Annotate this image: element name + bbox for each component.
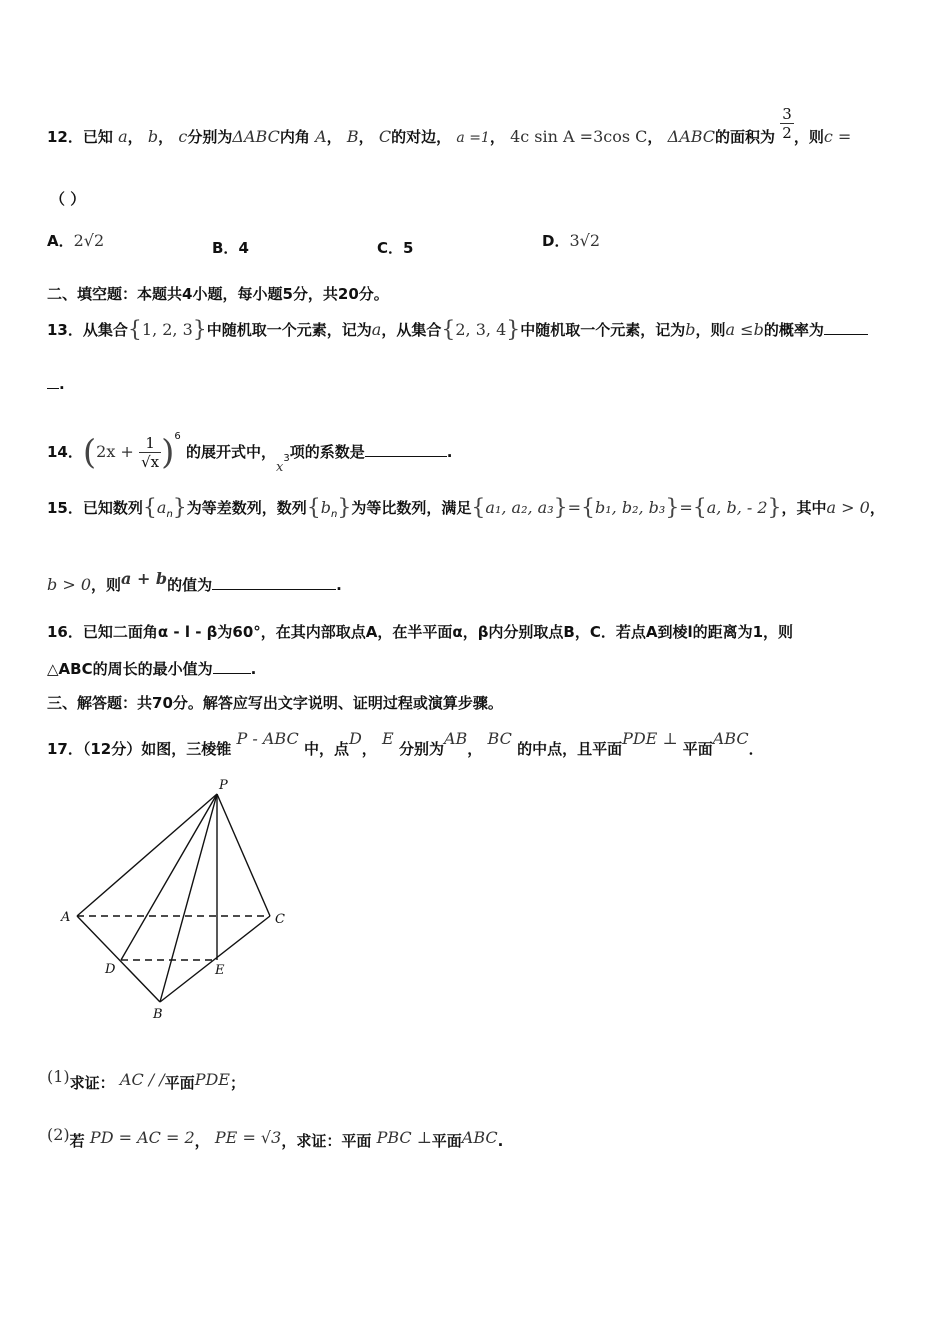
- semicolon: ；: [229, 1074, 245, 1092]
- frac-den: 2: [782, 124, 792, 142]
- seq-a: a: [156, 498, 167, 517]
- option-value: 3√2: [569, 231, 601, 250]
- expr-pe: PE = √3: [214, 1128, 282, 1147]
- brace-close: }: [172, 495, 187, 521]
- q12-line: [47, 105, 852, 149]
- label-p: P: [219, 778, 228, 793]
- option-value: 4: [238, 239, 249, 257]
- answer-blank[interactable]: [212, 573, 336, 590]
- comma: ，: [647, 128, 663, 146]
- q12-text: 的对边，: [391, 128, 452, 146]
- q13-number: 13．: [47, 321, 83, 339]
- period: .: [497, 1132, 504, 1150]
- equals: =: [567, 498, 582, 517]
- comma: ，: [489, 128, 505, 146]
- label-a: A: [61, 910, 71, 925]
- equals: =: [679, 498, 693, 517]
- x-exponent: 3: [283, 453, 290, 464]
- expr-ac-parallel: AC / /: [119, 1070, 165, 1089]
- var-b: b: [147, 127, 159, 146]
- q13-text: 中随机取一个元素，记为: [206, 321, 372, 339]
- exponent: 6: [174, 431, 181, 442]
- q17-text: 的中点，且平面: [517, 740, 623, 758]
- q17-text: 中，点: [303, 740, 349, 758]
- subscript-n: n: [166, 509, 173, 520]
- plane-pde-perp: PDE ⊥: [622, 729, 678, 748]
- answer-blank[interactable]: [213, 657, 251, 674]
- triangle-abc: ΔABC: [232, 127, 280, 146]
- comma: ，: [869, 499, 885, 517]
- option-label: B．: [212, 239, 239, 257]
- option-label: A．: [47, 232, 74, 250]
- point-d: D: [348, 729, 362, 748]
- q17-part-2: [47, 1124, 503, 1152]
- label-b: B: [153, 1007, 163, 1022]
- q14-text: 项的系数是: [289, 443, 365, 461]
- comma: ，: [326, 128, 342, 146]
- option-value: 5: [403, 239, 414, 257]
- q13-text: 中随机取一个元素，记为: [520, 321, 686, 339]
- edge-pd: [121, 794, 217, 960]
- comma: ，: [361, 740, 377, 758]
- angle-a: A: [315, 127, 327, 146]
- q13-text: ，则: [695, 321, 726, 339]
- sum-a-b: a + b: [121, 569, 168, 588]
- brace-close: }: [506, 317, 521, 343]
- comma: ，: [127, 128, 143, 146]
- segment-ab: AB: [443, 729, 468, 748]
- brace-open: {: [306, 495, 321, 521]
- q17-number: 17．: [47, 740, 83, 758]
- brace-close: }: [192, 317, 207, 343]
- set-2: 2, 3, 4: [455, 320, 507, 339]
- q12-number: 12．: [47, 128, 83, 146]
- q13-text: 从集合: [82, 321, 128, 339]
- set-c: a, b, - 2: [706, 498, 768, 517]
- q15-text: ，则: [91, 576, 122, 594]
- q15-number: 15．: [47, 499, 83, 517]
- x-term: x: [276, 460, 284, 475]
- q12-option-d[interactable]: [542, 230, 600, 251]
- q17-text: 平面: [682, 740, 713, 758]
- triangle-abc: ΔABC: [667, 127, 716, 146]
- comma: ，: [358, 128, 374, 146]
- q15-text: 已知数列: [82, 499, 143, 517]
- var-a: a: [371, 320, 382, 339]
- label-e: E: [215, 963, 225, 978]
- edge-bc: [160, 916, 270, 1002]
- edge-pa: [77, 794, 217, 916]
- expr-pd-ac: PD = AC = 2: [89, 1128, 195, 1147]
- brace-open: {: [471, 495, 486, 521]
- plane-pbc-perp: PBC ⊥: [376, 1128, 432, 1147]
- frac-num: 1: [139, 434, 161, 453]
- q12-paren: （ ）: [50, 190, 86, 208]
- q17-score: （12分）: [82, 740, 142, 758]
- paren-open: (: [82, 432, 97, 473]
- q15-text: ，其中: [781, 499, 827, 517]
- label-c: C: [275, 912, 285, 927]
- answer-blank[interactable]: [47, 372, 59, 389]
- q16-line-2: [47, 657, 256, 680]
- cond-b-pos: b > 0: [47, 575, 91, 594]
- comma: ，: [467, 740, 483, 758]
- q15-line-2: [47, 568, 342, 596]
- segment-bc: BC: [487, 729, 512, 748]
- q14-text: 的展开式中，: [185, 443, 276, 461]
- frac-1-sqrt-x: [139, 434, 161, 471]
- brace-open: {: [127, 317, 142, 343]
- q13-text: ，从集合: [381, 321, 442, 339]
- edge-ab: [77, 916, 160, 1002]
- plane-abc: ABC: [712, 729, 749, 748]
- part-text: 求证：: [69, 1074, 115, 1092]
- angle-b: B: [346, 127, 359, 146]
- ineq-a-le-b: a ≤b: [725, 320, 764, 339]
- part-text: ，求证：平面: [281, 1132, 372, 1150]
- q16-text: △ABC的周长的最小值为: [47, 660, 213, 678]
- option-value: 2√2: [73, 231, 105, 250]
- q16-line-1: 16．已知二面角α - l - β为60°，在其内部取点A，在半平面α，β内分别取点B，C．若点A到棱l的距离为1，则: [47, 623, 794, 641]
- var-b: b: [685, 320, 696, 339]
- section-3-heading: 三、解答题：共70分。解答应写出文字说明、证明过程或演算步骤。: [47, 694, 503, 712]
- q12-option-a[interactable]: [47, 230, 104, 251]
- edge-pb: [160, 794, 217, 1002]
- brace-close: }: [767, 495, 782, 521]
- q13-line: [47, 318, 868, 342]
- seq-b: b: [320, 498, 332, 517]
- period: .: [250, 660, 257, 678]
- part-index: (1): [47, 1067, 70, 1086]
- q12-text: 内角: [279, 128, 310, 146]
- brace-open: {: [441, 317, 456, 343]
- q13-continuation: [47, 372, 65, 395]
- q13-text: 的概率为: [763, 321, 824, 339]
- label-d: D: [105, 962, 116, 977]
- q17-part-1: [47, 1066, 245, 1094]
- set-b: b₁, b₂, b₃: [595, 498, 666, 517]
- q12-text: 已知: [82, 128, 113, 146]
- q15-line-1: [47, 497, 885, 526]
- q12-option-b[interactable]: [212, 237, 249, 258]
- plane-pde: PDE: [194, 1070, 230, 1089]
- expr-2x: 2x +: [96, 442, 134, 461]
- var-c: c: [178, 127, 188, 146]
- answer-blank[interactable]: [365, 440, 447, 457]
- edge-pc: [217, 794, 270, 916]
- period: ．: [748, 740, 764, 758]
- brace-close: }: [337, 495, 352, 521]
- part-text: 若: [69, 1132, 85, 1150]
- set-a: a₁, a₂, a₃: [485, 498, 554, 517]
- area-fraction: [780, 105, 794, 142]
- eq-c: c =: [823, 127, 852, 146]
- part-text: 平面: [431, 1132, 462, 1150]
- q15-text: 为等差数列，数列: [186, 499, 307, 517]
- period: .: [59, 375, 65, 393]
- angle-c: C: [378, 127, 392, 146]
- q14-line: [47, 426, 452, 479]
- option-label: C．: [377, 239, 404, 257]
- frac-den: √x: [141, 453, 160, 471]
- q17-text: 如图，三棱锥: [141, 740, 232, 758]
- part-index: (2): [47, 1125, 70, 1144]
- eq-a-1: a =1: [456, 130, 490, 146]
- brace-open: {: [581, 495, 596, 521]
- q12-text: 分别为: [187, 128, 233, 146]
- q12-text: ，则: [793, 128, 824, 146]
- var-a: a: [118, 127, 128, 146]
- set-1: 1, 2, 3: [141, 320, 193, 339]
- point-e: E: [382, 729, 394, 748]
- brace-close: }: [665, 495, 680, 521]
- brace-open: {: [142, 495, 157, 521]
- cond-a-pos: a > 0: [826, 498, 870, 517]
- brace-open: {: [692, 495, 707, 521]
- answer-blank[interactable]: [824, 318, 868, 335]
- part-text: 平面: [164, 1074, 195, 1092]
- period: .: [446, 443, 453, 461]
- paren-close: ): [161, 432, 175, 473]
- q17-line: [47, 728, 764, 760]
- comma: ，: [158, 128, 174, 146]
- pyramid-pabc: P - ABC: [236, 729, 299, 748]
- frac-num: 3: [782, 105, 792, 123]
- eq-trig: 4c sin A =3cos C: [510, 127, 648, 146]
- option-label: D．: [542, 232, 570, 250]
- q12-text: 的面积为: [715, 128, 776, 146]
- q15-text: 的值为: [167, 576, 213, 594]
- q15-text: 为等比数列，满足: [351, 499, 472, 517]
- q14-number: 14．: [47, 443, 83, 461]
- q12-option-c[interactable]: [377, 237, 413, 258]
- plane-abc: ABC: [461, 1128, 498, 1147]
- period: .: [336, 576, 342, 594]
- subscript-n: n: [331, 509, 338, 520]
- section-2-heading: 二、填空题：本题共4小题，每小题5分，共20分。: [47, 285, 389, 303]
- pyramid-figure: [55, 775, 305, 1025]
- comma: ，: [194, 1132, 210, 1150]
- q17-text: 分别为: [398, 740, 444, 758]
- brace-close: }: [553, 495, 568, 521]
